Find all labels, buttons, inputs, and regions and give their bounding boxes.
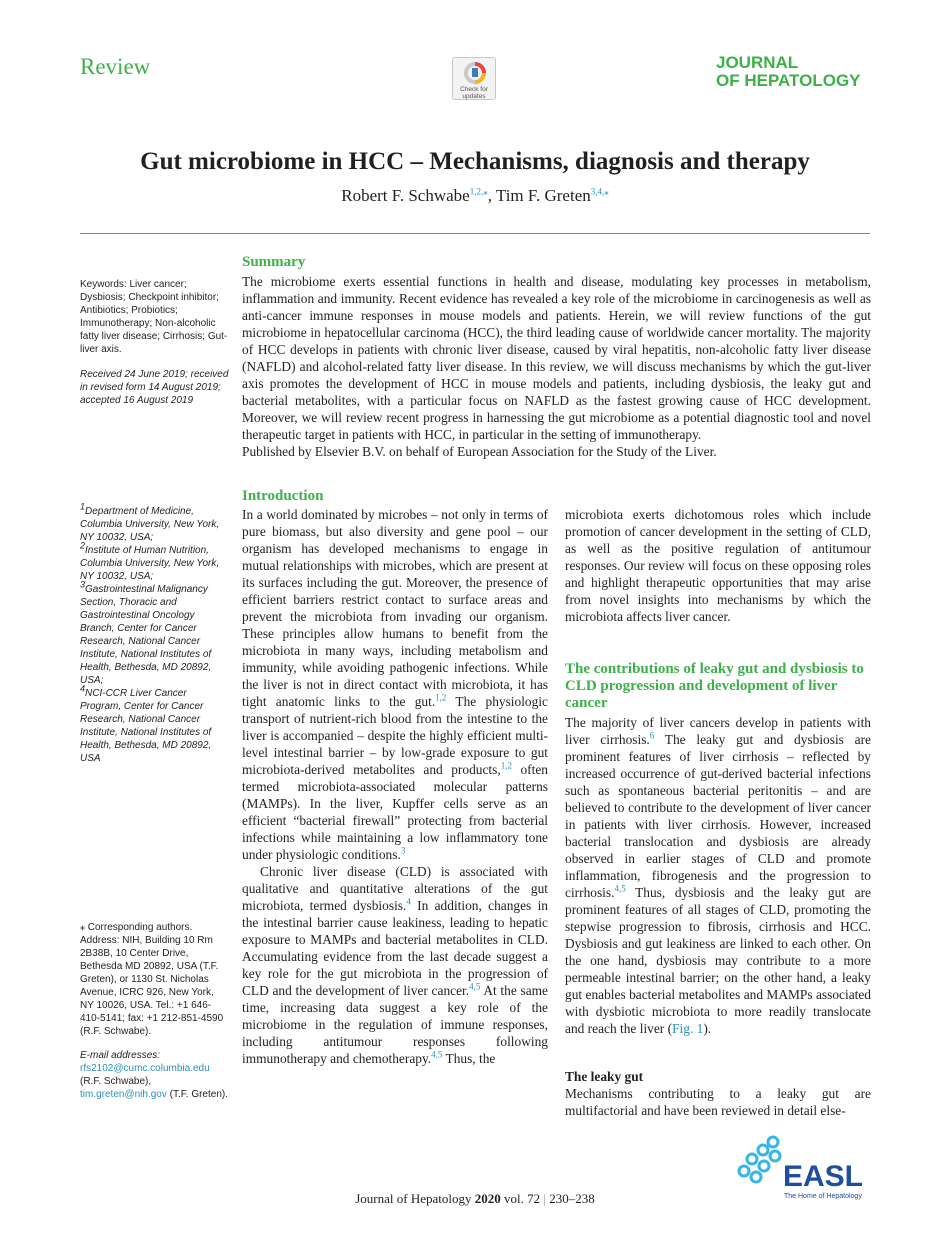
leaky-gut-paragraph: Mechanisms contributing to a leaky gut are multifactorial and have been reviewed in detail else- bbox=[565, 1086, 871, 1118]
affiliations bbox=[80, 501, 230, 765]
intro-column-left bbox=[242, 506, 548, 1067]
journal-name bbox=[716, 54, 861, 90]
citation[interactable]: 4,5 bbox=[431, 1049, 443, 1060]
introduction-heading: Introduction bbox=[242, 488, 324, 504]
journal-line-1: JOURNAL bbox=[716, 53, 799, 72]
leaky-gut-heading: The leaky gut bbox=[565, 1069, 644, 1084]
summary-heading: Summary bbox=[242, 254, 306, 270]
contributions-paragraph: The majority of liver cancers develop in patients with liver cirrhosis.$^6$ The leaky gut and dysbiosis are prominent features of liver cirrhosis – reflected by increased occurrence of gut-derived bacterial infections such as spontaneous bacterial peritonitis – and are believed to contribute to the development of liver cancer in patients with liver cirrhosis. However, increased bacterial translocation and dysbiosis are already observed in earlier stages of CLD and promote inflammation, fibrogenesis and the progression to cirrhosis.$^{4,5}$ Thus, dysbiosis and the leaky gut are prominent features of all stages of CLD, promoting the stepwise progression to fibrosis, cirrhosis and HCC. Dysbiosis and gut leakiness are linked to each other. On the one hand, dysbiosis may contribute to a more permeable intestinal barrier; on the other hand, a leaky gut enables bacterial metabolites and MAMPs associated with dysbiotic microbiota to more readily translocate and reach the liver (Fig. 1). bbox=[565, 715, 871, 1036]
citation[interactable]: 1,2 bbox=[435, 692, 447, 703]
intro-column-right: microbiota exerts dichotomous roles which include promotion of cancer development in the setting of CLD, as well as the positive regulation of antitumour responses. Our review will focus on these opposing roles and highlight therapeutic opportunities that may arise from novel insights into mechanisms by which the microbiota affects liver cancer. bbox=[565, 507, 871, 624]
corresponding-authors: ⁎ Corresponding authors. Address: NIH, Building 10 Rm 2B38B, 10 Center Drive, Bethesda MD 20892, USA (T.F. Greten), or 1130 St. Nicholas Avenue, ICRC 926, New York, NY 10026, USA. Tel.: +1 646-410-5141; fax: +1 212-851-4590 (R.F. Schwabe). bbox=[80, 922, 224, 1037]
affiliation: $^1$Department of Medicine, Columbia University, New York, NY 10032, USA; bbox=[80, 501, 220, 543]
section-label: Review bbox=[80, 54, 151, 79]
email-link[interactable]: rfs2102@cumc.columbia.edu bbox=[80, 1063, 210, 1074]
author-name: Robert F. Schwabe bbox=[341, 186, 470, 205]
citation[interactable]: 3 bbox=[400, 845, 406, 856]
paragraph: In a world dominated by microbes – not only in terms of pure biomass, but also diversity and gene pool – our organism has developed mechanisms to engage in mutual relationships with microbes, which are present at its surfaces including the gut. Moreover, the presence of efficient barriers restrict contact to surface areas and prevent the microbiota from invading our organism. These principles allow humans to benefit from the microbiota in many ways, including metabolism and immunity, while avoiding pathogenic infections. While the liver is not in direct contact with microbiota, it has tight anatomic links to the gut.$^{1,2}$ The physiologic transport of nutrient-rich blood from the intestine to the liver is accompanied – despite the highly efficient multi-level intestinal barrier – by low-grade exposure to gut microbiota-derived metabolites and products,$^{1,2}$ often termed microbiota-associated molecular patterns (MAMPs). In the liver, Kupffer cells serve as an efficient “bacterial firewall” protecting from bacterial infections while maintaining a low inflammatory tone under physiologic conditions.$^3$ bbox=[242, 507, 548, 862]
article-title: Gut microbiome in HCC – Mechanisms, diagnosis and therapy bbox=[140, 148, 810, 175]
check-for-updates-badge[interactable] bbox=[452, 57, 496, 100]
header-divider bbox=[80, 233, 870, 234]
hexagon-cluster-icon bbox=[737, 1134, 785, 1186]
affiliation: $^4$NCI-CCR Liver Cancer Program, Center for Cancer Research, National Cancer Institute, National Institutes of Health, Bethesda, MD 20892, USA bbox=[80, 683, 212, 764]
citation[interactable]: 6 bbox=[649, 730, 655, 741]
citation[interactable]: 4,5 bbox=[469, 981, 481, 992]
footer-journal: Journal of Hepatology bbox=[355, 1191, 472, 1206]
author-affiliation-ref[interactable]: 3,4,⁎ bbox=[590, 186, 609, 197]
email-label: E-mail addresses: bbox=[80, 1050, 161, 1061]
email-owner: (T.F. Greten). bbox=[169, 1089, 229, 1100]
footer-volume: vol. 72 bbox=[504, 1191, 541, 1206]
citation[interactable]: 4 bbox=[406, 896, 411, 907]
crossmark-icon bbox=[464, 62, 486, 84]
footer-separator: | bbox=[543, 1191, 546, 1206]
page-footer bbox=[0, 1191, 950, 1207]
summary-paragraph: The microbiome exerts essential functions in health and disease, modulating key processes in metabolism, inflammation and immunity. Recent evidence has revealed a key role of the microbiome in carcinogenesis as well as anti-cancer immune responses in mouse models and patients. Herein, we will review functions of the gut microbiome in hepatocellular carcinoma (HCC), the third leading cause of worldwide cancer mortality. The majority of HCC develops in patients with chronic liver disease, caused by viral hepatitis, non-alcoholic fatty liver disease (NAFLD) and alcohol-related fatty liver disease. In this review, we will discuss mechanisms by which the gut-liver axis promotes the development of HCC in mouse models and patients, including dysbiosis, the leaky gut and bacterial metabolites, with a particular focus on NAFLD as the fastest growing cause of HCC development. Moreover, we will review recent progress in harnessing the gut microbiome as a potential diagnostic tool and novel therapeutic target in patients with HCC, in particular in the setting of immunotherapy. bbox=[242, 274, 871, 442]
journal-line-2: OF HEPATOLOGY bbox=[716, 71, 861, 90]
article-dates: Received 24 June 2019; received in revised form 14 August 2019; accepted 16 August 2019 bbox=[80, 369, 229, 406]
footer-pages: 230–238 bbox=[549, 1191, 595, 1206]
contributions-heading: The contributions of leaky gut and dysbiosis to CLD progression and development of liver cancer bbox=[565, 661, 864, 711]
author-affiliation-ref[interactable]: 1,2,⁎ bbox=[469, 186, 488, 197]
affiliation: $^3$Gastrointestinal Malignancy Section, Thoracic and Gastrointestinal Oncology Branch, Center for Cancer Research, National Cancer Institute, National Institutes of Health, Bethesda, MD 20892, USA; bbox=[80, 579, 212, 686]
author-name: Tim F. Greten bbox=[495, 186, 591, 205]
email-addresses bbox=[80, 1049, 230, 1101]
paragraph: Chronic liver disease (CLD) is associated with qualitative and quantitative alterations of the gut microbiota, termed dysbiosis.$^4$ In addition, changes in the intestinal barrier cause leakiness, leading to hepatic exposure to MAMPs and bacterial metabolites in CLD. Accumulating evidence from the last decade suggest a key role for the gut microbiota in the progression of CLD and the development of liver cancer.$^{4,5}$ At the same time, increasing data suggest a key role of the microbiome in the regulation of immune responses, including antitumour responses following immunotherapy and chemotherapy.$^{4,5}$ Thus, the bbox=[242, 864, 548, 1066]
citation[interactable]: 4,5 bbox=[614, 883, 626, 894]
easl-wordmark: EASL bbox=[783, 1160, 864, 1193]
author-list: Robert F. Schwabe$^{1,2,⁎}$, Tim F. Greten$^{3,4,⁎}$ bbox=[341, 186, 609, 205]
badge-text: Check for updates bbox=[460, 86, 488, 100]
email-owner: (R.F. Schwabe), bbox=[80, 1076, 152, 1087]
citation[interactable]: 1,2 bbox=[500, 760, 512, 771]
email-link[interactable]: tim.greten@nih.gov bbox=[80, 1089, 167, 1100]
affiliation: $^2$Institute of Human Nutrition, Columbia University, New York, NY 10032, USA; bbox=[80, 540, 220, 582]
keywords: Keywords: Liver cancer; Dysbiosis; Checkpoint inhibitor; Antibiotics; Probiotics; Immunotherapy; Non-alcoholic fatty liver disease; Cirrhosis; Gut-liver axis. bbox=[80, 279, 228, 355]
footer-year: 2020 bbox=[474, 1191, 501, 1206]
summary-text bbox=[242, 273, 871, 460]
easl-tagline: The Home of Hepatology bbox=[784, 1193, 862, 1200]
figure-link[interactable]: Fig. 1 bbox=[672, 1021, 704, 1036]
publisher-note: Published by Elsevier B.V. on behalf of European Association for the Study of the Liver. bbox=[242, 444, 717, 459]
